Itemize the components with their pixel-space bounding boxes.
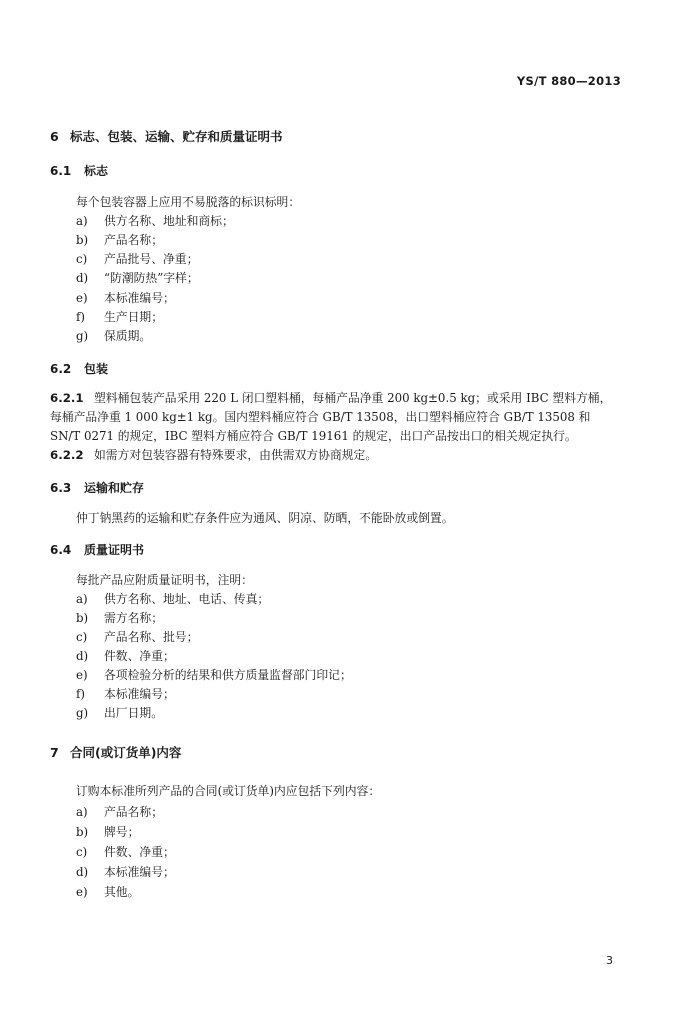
standard-code: YS/T 880—2013 xyxy=(516,74,621,88)
clause-number: 6.2.1 xyxy=(50,391,84,405)
section-number: 6.3 xyxy=(50,481,72,495)
section-6-4-heading xyxy=(50,541,144,558)
section-6-1-heading xyxy=(50,162,108,179)
clause-6-2-1-line: SN/T 0271 的规定，IBC 塑料方桶应符合 GB/T 19161 的规定，出口产品按出口的相关规定执行。 xyxy=(50,429,577,443)
list-item: a) 产品名称； xyxy=(76,805,163,819)
section-title: 运输和贮存 xyxy=(84,481,145,495)
section-number: 6.2 xyxy=(50,362,72,376)
section-6-heading xyxy=(50,127,283,145)
list-item: g) 出厂日期。 xyxy=(76,706,163,720)
clause-6-2-2: 6.2.2 如需方对包装容器有特殊要求，由供需双方协商规定。 xyxy=(50,448,378,462)
section-number: 6.4 xyxy=(50,543,72,557)
list-item: e) 本标准编号； xyxy=(76,291,175,305)
list-item: b) 需方名称； xyxy=(76,611,163,625)
list-item: c) 件数、净重； xyxy=(76,845,175,859)
list-item: f) 生产日期； xyxy=(76,310,163,324)
section-6-3-heading xyxy=(50,479,144,496)
list-item: d) 本标准编号； xyxy=(76,865,175,879)
clause-6-2-1-line: 6.2.1 塑料桶包装产品采用 220 L 闭口塑料桶，每桶产品净重 200 kg±0.5 kg；或采用 IBC 塑料方桶， xyxy=(50,391,612,405)
list-item: a) 供方名称、地址、电话、传真； xyxy=(76,592,270,606)
list-item: e) 其他。 xyxy=(76,885,140,899)
section-title: 标志 xyxy=(84,164,109,178)
section-7-heading xyxy=(50,743,181,761)
list-item: f) 本标准编号； xyxy=(76,687,175,701)
list-item: a) 供方名称、地址和商标； xyxy=(76,214,234,228)
list-item: d) “防潮防热”字样； xyxy=(76,271,199,285)
list-item: d) 件数、净重； xyxy=(76,649,175,663)
section-title: 质量证明书 xyxy=(84,543,145,557)
list-item: e) 各项检验分析的结果和供方质量监督部门印记； xyxy=(76,668,352,682)
list-item: b) 牌号； xyxy=(76,825,140,839)
list-item: b) 产品名称； xyxy=(76,233,163,247)
list-item: g) 保质期。 xyxy=(76,329,152,343)
section-title: 合同(或订货单)内容 xyxy=(70,745,182,760)
section-6-1-intro: 每个包装容器上应用不易脱落的标识标明： xyxy=(76,195,301,209)
section-number: 6 xyxy=(50,129,59,144)
section-number: 6.1 xyxy=(50,164,72,178)
section-6-3-text: 仲丁钠黑药的运输和贮存条件应为通风、阴凉、防晒，不能卧放或倒置。 xyxy=(76,511,454,525)
section-title: 包装 xyxy=(84,362,109,376)
section-6-2-heading xyxy=(50,360,108,377)
section-6-4-intro: 每批产品应附质量证明书，注明： xyxy=(76,573,253,587)
list-item: c) 产品批号、净重； xyxy=(76,252,199,266)
section-title: 标志、包装、运输、贮存和质量证明书 xyxy=(70,129,283,144)
page-number: 3 xyxy=(606,954,613,967)
clause-6-2-1-line: 每桶产品净重 1 000 kg±1 kg。国内塑料桶应符合 GB/T 13508，出口塑料桶应符合 GB/T 13508 和 xyxy=(50,410,591,424)
section-7-intro: 订购本标准所列产品的合同(或订货单)内应包括下列内容： xyxy=(76,784,381,798)
clause-number: 6.2.2 xyxy=(50,448,84,462)
list-item: c) 产品名称、批号； xyxy=(76,630,199,644)
section-number: 7 xyxy=(50,745,59,760)
